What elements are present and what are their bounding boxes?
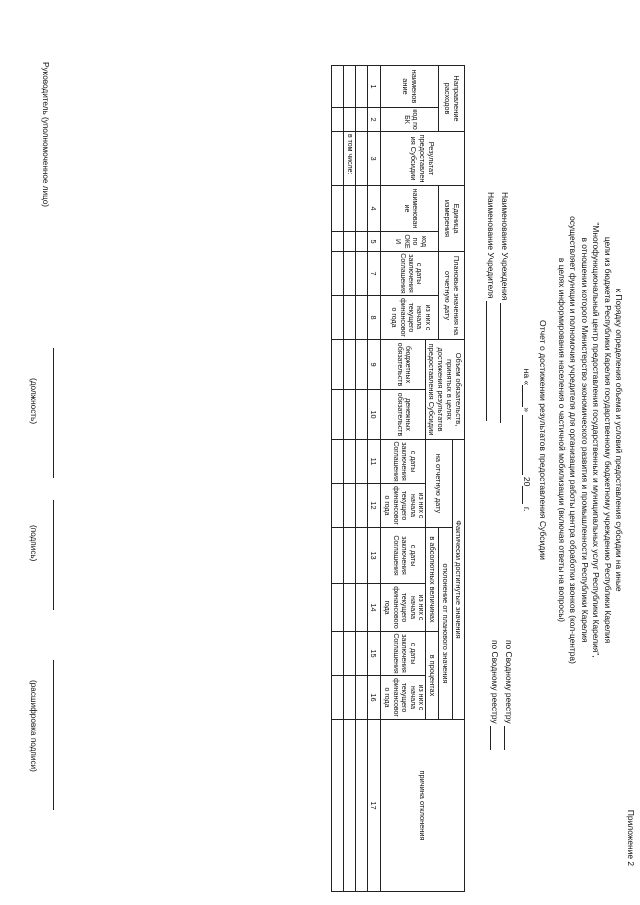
col-num: 15 [367, 632, 380, 676]
table-row-incl [343, 66, 355, 892]
col-num: 9 [367, 340, 380, 390]
table-row [355, 66, 367, 892]
column-number-row [367, 66, 380, 892]
th-abs-from-sign: с даты заключения Соглашения [380, 528, 425, 584]
th-budget: бюджетных обязательств [380, 340, 425, 390]
col-num: 14 [367, 584, 380, 632]
registry-line-2: по Сводному реестру [490, 640, 500, 750]
th-unit-name: наименование [380, 186, 439, 232]
th-report-from-sign: с даты заключения Соглашения [380, 440, 425, 484]
founder-name-line: Наименование Учредителя [486, 192, 496, 421]
col-num: 13 [367, 528, 380, 584]
position-caption: (должность) [29, 378, 38, 425]
appendix-line-5: осуществляет функции и полномочия учредителя для организации работы центра обработки звонков (кол-центра) [568, 216, 579, 664]
appendix-label: Приложение 2 [626, 809, 636, 866]
registry-line-1: по Сводному реестру [504, 640, 514, 750]
appendix-line-1: к Порядку определения объема и условий предоставления субсидии на иные [614, 288, 625, 592]
col-num: 12 [367, 484, 380, 528]
th-monetary: денежных обязательств [380, 390, 425, 440]
col-num: 10 [367, 390, 380, 440]
report-table [331, 65, 465, 892]
th-plan-from-sign: с даты заключения Соглашения [380, 252, 439, 296]
appendix-line-6: в целях информирования населения о частичной мобилизации (включая ответы на вопросы) [557, 257, 567, 623]
appendix-line-3: "Многофункциональный центр предоставления государственных и муниципальных услуг Республики Карелия", [591, 222, 602, 658]
appendix-line-2: цели из бюджета Республики Карелия государственному бюджетному учреждению Республики Карелия [603, 236, 613, 644]
col-num: 16 [367, 676, 380, 720]
th-pct: в процентах [426, 632, 440, 720]
th-abs: в абсолютных величинах [426, 528, 440, 632]
table-row [331, 66, 343, 892]
th-pct-from-year: из них с начала текущего финансового года [380, 676, 425, 720]
col-num: 1 [367, 66, 380, 108]
head-signature-label: Руководитель (уполномоченное лицо) [41, 62, 50, 207]
th-bk-code: код по БК [380, 108, 439, 132]
th-pct-from-sign: с даты заключения Соглашения [380, 632, 425, 676]
report-date-line: на «» 20 г. [522, 368, 532, 512]
position-line [53, 348, 54, 478]
signature-caption: (подпись) [29, 525, 38, 562]
col-num: 5 [367, 232, 380, 252]
th-unit: Единица измерения [439, 186, 465, 252]
col-num: 7 [367, 252, 380, 296]
th-reason: причина отклонения [380, 720, 464, 892]
th-plan-from-year: из них с начала текущего финансового года [380, 296, 439, 340]
th-plan: Плановые значения на отчетную дату [439, 252, 465, 340]
th-volume: Объем обязательств, принятых в целях достижения результатов предоставления Субсидии [426, 340, 465, 440]
col-num: 8 [367, 296, 380, 340]
th-okei-code: код по ОКЕИ [380, 232, 439, 252]
col-num: 3 [367, 132, 380, 186]
appendix-line-4: в отношении которого Министерство экономического развития и промышленности Республики Карелия [580, 237, 590, 643]
col-num: 2 [367, 108, 380, 132]
col-num: 17 [367, 720, 380, 892]
incl-label: в том числе: [343, 132, 355, 186]
decoding-line [53, 660, 54, 810]
th-abs-from-year: из них с начала текущего финансового года [380, 584, 425, 632]
th-result: Результат предоставления Субсидии [380, 132, 464, 186]
col-num: 4 [367, 186, 380, 232]
th-direction: Направление расходов [439, 66, 465, 132]
th-actual: Фактически достигнутые значения [453, 440, 465, 720]
th-report-from-year: из них с начала текущего финансового года [380, 484, 425, 528]
appendix-header [556, 0, 637, 880]
th-direction-name: наименование [380, 66, 439, 108]
decoding-caption: (расшифровка подписи) [29, 680, 38, 772]
th-deviation: отклонение от планового значения [439, 528, 453, 720]
signature-line [53, 500, 54, 610]
col-num: 11 [367, 440, 380, 484]
report-title: Отчет о достижении результатов предоставления Субсидии [538, 320, 548, 560]
th-report-date: на отчетную дату [426, 440, 453, 528]
institution-name-line: Наименование Учреждения [500, 192, 510, 423]
